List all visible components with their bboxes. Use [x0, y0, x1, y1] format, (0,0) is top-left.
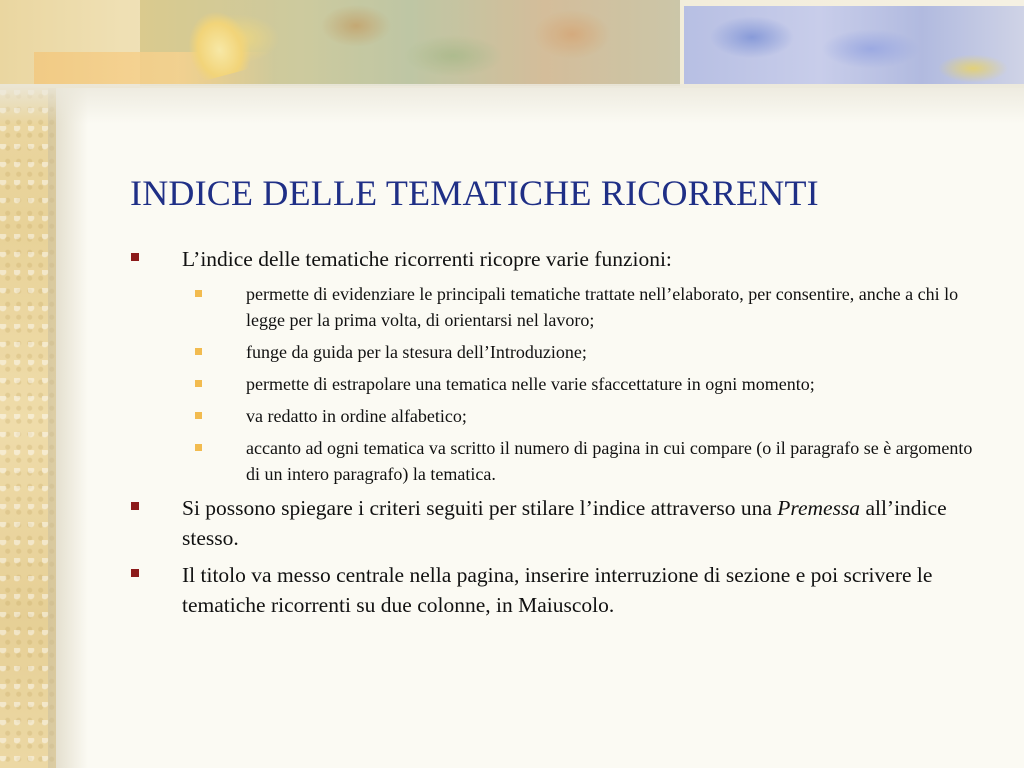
slide-title: INDICE DELLE TEMATICHE RICORRENTI	[130, 173, 819, 213]
sub-bullet-item	[194, 435, 990, 487]
banner-shadow	[0, 84, 1024, 124]
sub-bullet-item	[194, 403, 990, 429]
bullet-item	[130, 493, 990, 553]
slide-body	[130, 244, 990, 627]
decorative-banner	[0, 0, 1024, 88]
sidebar-shadow	[48, 85, 88, 768]
square-bullet-icon	[195, 290, 202, 297]
sub-bullet-item	[194, 371, 990, 397]
square-bullet-icon	[195, 412, 202, 419]
bullet-text: Il titolo va messo centrale nella pagina, inserire interruzione di sezione e poi scrivere le tematiche ricorrenti su due colonne, in Maiuscolo.	[182, 563, 933, 617]
square-bullet-icon	[195, 380, 202, 387]
square-bullet-icon	[195, 348, 202, 355]
sub-bullet-item	[194, 339, 990, 365]
square-bullet-icon	[131, 253, 139, 261]
sub-bullet-text: funge da guida per la stesura dell’Introduzione;	[246, 342, 587, 362]
sub-bullet-text: permette di evidenziare le principali tematiche trattate nell’elaborato, per consentire, anche a chi lo legge per la prima volta, di orientarsi nel lavoro;	[246, 284, 959, 330]
bullet-text-part: all’indice stesso.	[182, 496, 947, 550]
sub-bullet-text: permette di estrapolare una tematica nelle varie sfaccettature in ogni momento;	[246, 374, 815, 394]
banner-blue-strip	[684, 6, 1024, 84]
sub-bullet-list	[130, 281, 990, 487]
bullet-text: L’indice delle tematiche ricorrenti ricopre varie funzioni:	[182, 247, 672, 271]
square-bullet-icon	[131, 502, 139, 510]
sub-bullet-text: accanto ad ogni tematica va scritto il numero di pagina in cui compare (o il paragrafo se è argomento di un intero paragrafo) la tematica.	[246, 438, 973, 484]
bullet-item	[130, 244, 990, 274]
sub-bullet-text: va redatto in ordine alfabetico;	[246, 406, 467, 426]
bullet-text-part: Si possono spiegare i criteri seguiti per stilare l’indice attraverso una	[182, 496, 778, 520]
bullet-text-italic: Premessa	[777, 496, 861, 520]
sub-bullet-item	[194, 281, 990, 333]
bullet-item	[130, 560, 990, 620]
square-bullet-icon	[131, 569, 139, 577]
bullet-text	[182, 496, 947, 550]
square-bullet-icon	[195, 444, 202, 451]
